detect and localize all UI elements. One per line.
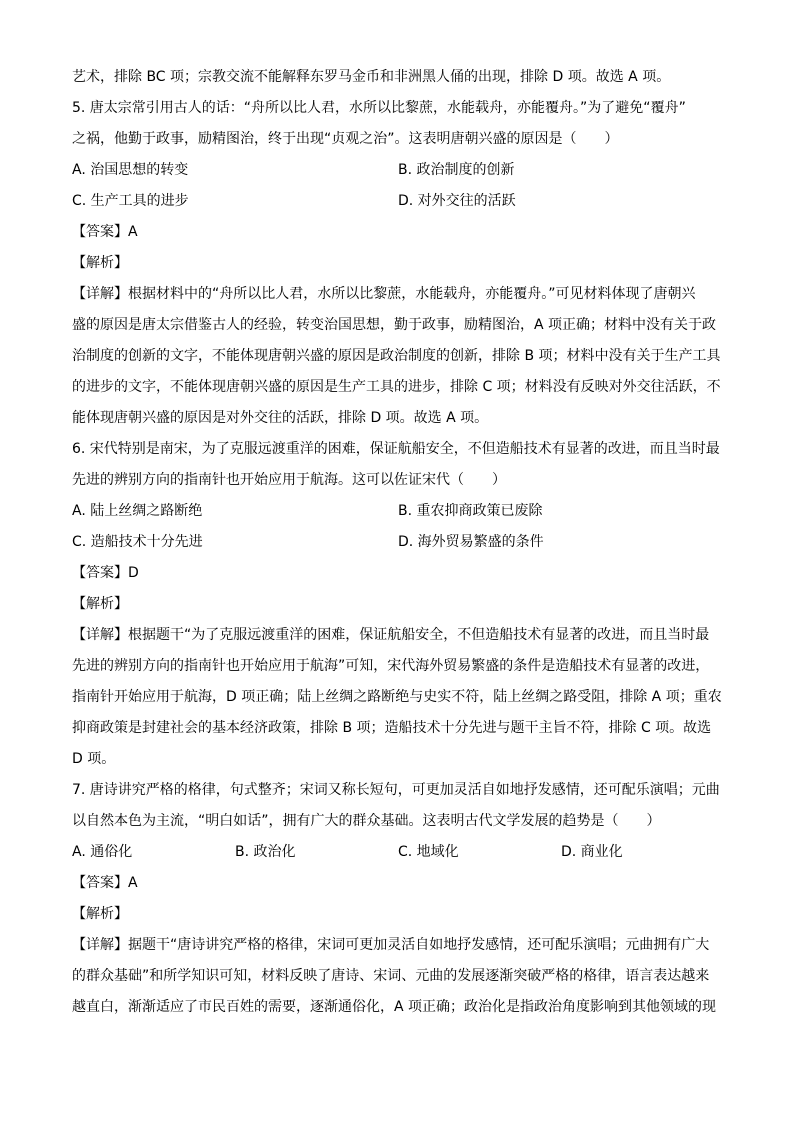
detail-line: 【详解】根据题干“为了克服远渡重洋的困难，保证航船安全，不但造船技术有显著的改进，而且当时最 [72,627,710,643]
option-d: D. 对外交往的活跃 [398,193,516,209]
option-b: B. 政治制度的创新 [398,162,515,178]
option-a: A. 治国思想的转变 [72,162,189,178]
detail-line: 先进的辨别方向的指南针也开始应用于航海”可知，宋代海外贸易繁盛的条件是造船技术有显著的改进， [72,658,710,674]
option-d: D. 海外贸易繁盛的条件 [398,534,544,550]
question-5-options [72,186,724,217]
question-6-options [72,496,724,527]
document-page [72,62,724,1023]
detail-line: 的进步的文字，不能体现唐朝兴盛的原因是生产工具的进步，排除 C 项；材料没有反映对外交往活跃，不 [72,379,721,395]
option-c: C. 造船技术十分先进 [72,534,203,550]
option-c: C. 地域化 [398,844,459,860]
detail-line: 越直白，渐渐适应了市民百姓的需要，逐渐通俗化，A 项正确；政治化是指政治角度影响到其他领域的现 [72,999,717,1015]
option-a: A. 陆上丝绸之路断绝 [72,503,203,519]
detail-line: D 项。 [72,751,116,767]
question-5-options [72,155,724,186]
question-5-stem: 之祸，他勤于政事，励精图治，终于出现“贞观之治”。这表明唐朝兴盛的原因是（ ） [72,131,619,147]
detail-line: 能体现唐朝兴盛的原因是对外交往的活跃，排除 D 项。故选 A 项。 [72,410,489,426]
answer-label: 【答案】D [72,565,139,581]
text-line: 艺术，排除 BC 项；宗教交流不能解释东罗马金币和非洲黑人俑的出现，排除 D 项。故选 A 项。 [72,69,671,85]
answer-label: 【答案】A [72,224,138,240]
question-6-options [72,527,724,558]
detail-line: 【详解】据题干“唐诗讲究严格的格律，宋词可更加灵活自如地抒发感情，还可配乐演唱；元曲拥有广大 [72,937,710,953]
question-7-options [72,837,724,868]
question-6-stem: 先进的辨别方向的指南针也开始应用于航海。这可以佐证宋代（ ） [72,472,506,488]
detail-line: 抑商政策是封建社会的基本经济政策，排除 B 项；造船技术十分先进与题干主旨不符，排除 C 项。故选 [72,720,712,736]
answer-label: 【答案】A [72,875,138,891]
option-b: B. 政治化 [235,844,296,860]
detail-line: 【详解】根据材料中的“舟所以比人君，水所以比黎蔗，水能载舟，亦能覆舟。”可见材料体现了唐朝兴 [72,286,696,302]
detail-line: 指南针开始应用于航海，D 项正确；陆上丝绸之路断绝与史实不符，陆上丝绸之路受阻，排除 A 项；重农 [72,689,722,705]
analysis-label: 【解析】 [72,596,128,612]
question-7-stem: 以自然本色为主流，“明白如话”，拥有广大的群众基础。这表明古代文学发展的趋势是（ ） [72,813,661,829]
question-6-stem: 6. 宋代特别是南宋，为了克服远渡重洋的困难，保证航船安全，不但造船技术有显著的改进，而且当时最 [72,441,720,457]
detail-line: 的群众基础”和所学知识可知，材料反映了唐诗、宋词、元曲的发展逐渐突破严格的格律，语言表达越来 [72,968,710,984]
option-d: D. 商业化 [561,844,623,860]
detail-line: 治制度的创新的文字，不能体现唐朝兴盛的原因是政治制度的创新，排除 B 项；材料中没有关于生产工具 [72,348,721,364]
detail-line: 盛的原因是唐太宗借鉴古人的经验，转变治国思想，勤于政事，励精图治，A 项正确；材料中没有关于政 [72,317,717,333]
analysis-label: 【解析】 [72,255,128,271]
option-c: C. 生产工具的进步 [72,193,189,209]
analysis-label: 【解析】 [72,906,128,922]
option-b: B. 重农抑商政策已废除 [398,503,543,519]
question-5-stem: 5. 唐太宗常引用古人的话：“舟所以比人君，水所以比黎蔗，水能载舟，亦能覆舟。”为了避免“覆舟” [72,100,686,116]
option-a: A. 通俗化 [72,844,133,860]
question-7-stem: 7. 唐诗讲究严格的格律，句式整齐；宋词又称长短句，可更加灵活自如地抒发感情，还可配乐演唱；元曲 [72,782,720,798]
